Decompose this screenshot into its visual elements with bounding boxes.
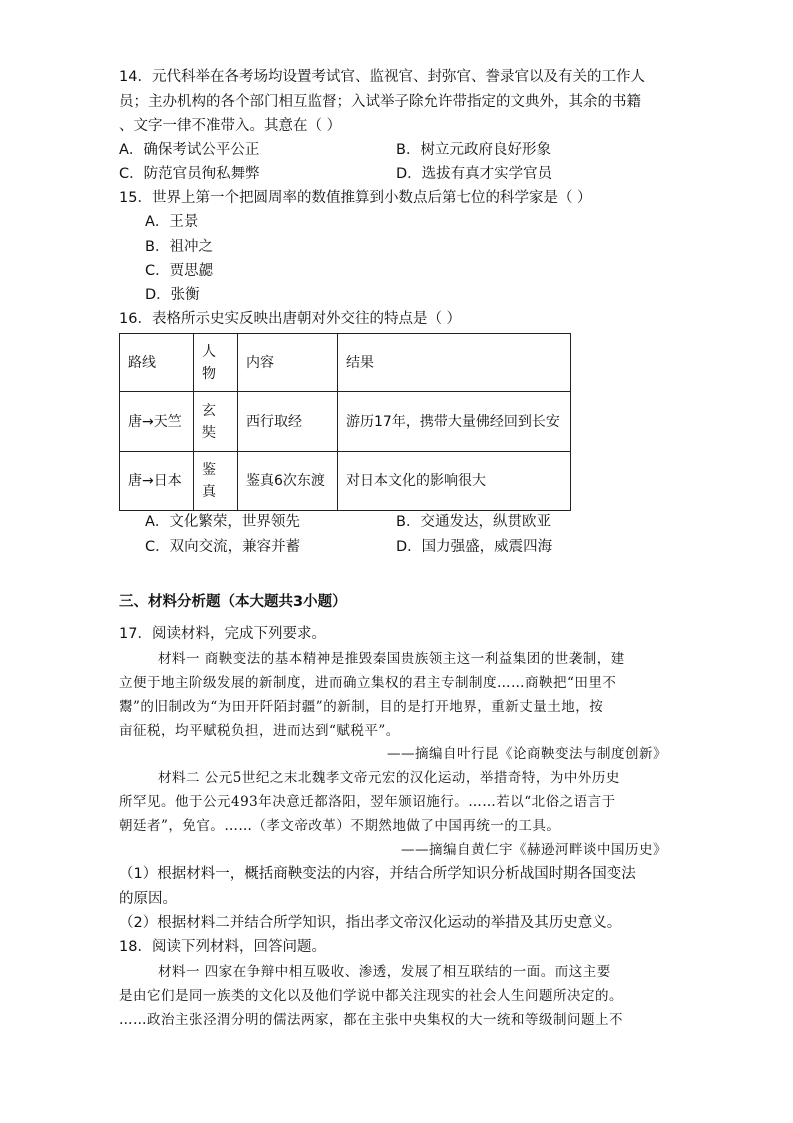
q17-material2-source: ——摘编自黄仁宇《赫逊河畔谈中国历史》: [401, 842, 667, 858]
q17-stem: 17．阅读材料，完成下列要求。: [119, 626, 326, 642]
table-cell: 唐→日本: [120, 452, 194, 511]
q18-material1-line: ……政治主张泾渭分明的儒法两家，都在主张中央集权的大一统和等级制问题上不: [119, 1012, 623, 1028]
table-cell: 对日本文化的影响很大: [338, 452, 571, 511]
q14-option-b[interactable]: B．树立元政府良好形象: [396, 142, 551, 158]
q18-material1-line: 材料一 四家在争辩中相互吸收、渗透，发展了相互联结的一面。而这主要: [158, 964, 611, 980]
table-header-row: [120, 334, 571, 392]
q14-stem-line2: 员；主办机构的各个部门相互监督；入试举子除允许带指定的文典外，其余的书籍: [119, 94, 641, 110]
q17-material1-line: 材料一 商鞅变法的基本精神是推毁秦国贵族领主这一利益集团的世袭制，建: [158, 651, 625, 667]
q17-material2-line: 朝廷者”，免官。……（孝文帝改革）不期然地做了中国再统一的工具。: [119, 818, 561, 834]
q17-material2-line: 材料二 公元5世纪之末北魏孝文帝元宏的汉化运动，举措奇特，为中外历史: [158, 770, 620, 786]
section-title: 三、材料分析题（本大题共3小题）: [119, 594, 347, 610]
q14-stem-line3: 、文字一律不准带入。其意在（ ）: [119, 118, 342, 134]
q15-option-d[interactable]: D．张衡: [145, 287, 200, 303]
table-header-cell: 内容: [238, 334, 338, 392]
table-cell: 西行取经: [238, 392, 338, 452]
q14-option-a[interactable]: A．确保考试公平公正: [119, 142, 260, 158]
table-header-cell: 人物: [194, 334, 238, 392]
q16-stem: 16．表格所示史实反映出唐朝对外交往的特点是（ ）: [119, 311, 462, 327]
q14-option-c[interactable]: C．防范官员徇私舞弊: [119, 166, 260, 182]
q16-option-c[interactable]: C．双向交流，兼容并蓄: [145, 539, 301, 555]
q15-option-c[interactable]: C．贾思勰: [145, 263, 214, 279]
q15-option-a[interactable]: A．王景: [145, 214, 199, 230]
table-cell: 玄奘: [194, 392, 238, 452]
table-cell: 游历17年，携带大量佛经回到长安: [338, 392, 571, 452]
q17-material2-line: 所罕见。他于公元493年决意迁都洛阳，翌年颁诏施行。……若以“北俗之语言于: [119, 794, 616, 810]
q14-stem-line1: 14．元代科举在各考场均设置考试官、监视官、封弥官、誊录官以及有关的工作人: [119, 69, 645, 85]
q18-stem: 18．阅读下列材料，回答问题。: [119, 939, 326, 955]
table-row: [120, 392, 571, 452]
q16-table: [119, 333, 571, 511]
q17-material1-line: 鬻”的旧制改为“为田开阡陌封疆”的新制，目的是打开地界，重新丈量土地，按: [119, 699, 604, 715]
q14-option-d[interactable]: D．选拔有真才实学官员: [396, 166, 553, 182]
q18-material1-line: 是由它们是同一族类的文化以及他们学说中都关注现实的社会人生问题所决定的。: [119, 988, 623, 1004]
q17-material1-source: ——摘编自叶行昆《论商鞅变法与制度创新》: [387, 746, 667, 762]
q17-material1-line: 亩征税，均平赋税负担，进而达到“赋税平”。: [119, 723, 400, 739]
q15-option-b[interactable]: B．祖冲之: [145, 239, 213, 255]
q17-sub2: （2）根据材料二并结合所学知识，指出孝文帝汉化运动的举措及其历史意义。: [119, 915, 622, 931]
table-cell: 鉴真: [194, 452, 238, 511]
q15-stem: 15．世界上第一个把圆周率的数值推算到小数点后第七位的科学家是（ ）: [119, 190, 592, 206]
q17-sub1-line2: 的原因。: [119, 891, 177, 907]
q17-sub1-line1: （1）根据材料一，概括商鞅变法的内容，并结合所学知识分析战国时期各国变法: [119, 866, 636, 882]
q16-option-d[interactable]: D．国力强盛，威震四海: [396, 539, 553, 555]
table-row: [120, 452, 571, 511]
q16-option-a[interactable]: A．文化繁荣，世界领先: [145, 514, 300, 530]
q17-material1-line: 立便于地主阶级发展的新制度，进而确立集权的君主专制制度……商鞅把“田里不: [119, 675, 617, 691]
table-cell: 唐→天竺: [120, 392, 194, 452]
table-header-cell: 结果: [338, 334, 571, 392]
table-header-cell: 路线: [120, 334, 194, 392]
table-cell: 鉴真6次东渡: [238, 452, 338, 511]
q16-option-b[interactable]: B．交通发达，纵贯欧亚: [396, 514, 551, 530]
